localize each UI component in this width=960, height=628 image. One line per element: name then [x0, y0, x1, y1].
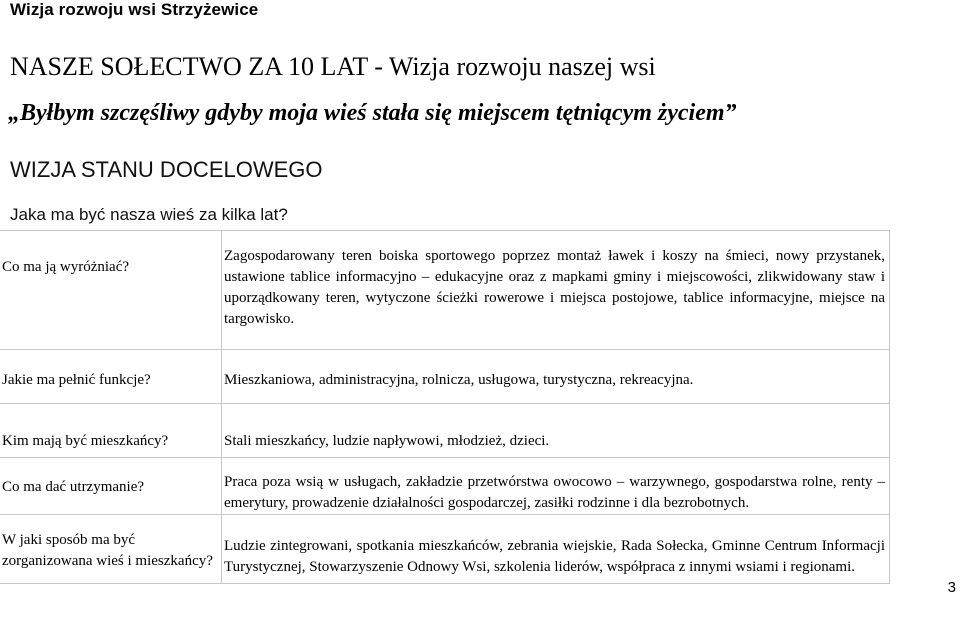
vision-table	[0, 230, 890, 584]
page-title: NASZE SOŁECTWO ZA 10 LAT - Wizja rozwoju naszej wsi	[10, 52, 656, 81]
answer-cell	[222, 458, 890, 515]
question-cell	[0, 231, 222, 350]
table-row	[0, 350, 890, 404]
table-row	[0, 231, 890, 350]
answer-text: Ludzie zintegrowani, spotkania mieszkańców, zebrania wiejskie, Rada Sołecka, Gminne Centrum Informacji Turystycznej, Stowarzyszenie Odnowy Wsi, szkolenia liderów, współpraca z innymi wsiami i regionami.	[224, 538, 885, 575]
answer-cell	[222, 515, 890, 584]
page-number: 3	[947, 579, 956, 596]
question-text: Co ma ją wyróżniać?	[2, 259, 130, 275]
answer-text: Mieszkaniowa, administracyjna, rolnicza, usługowa, turystyczna, rekreacyjna.	[224, 372, 694, 388]
question-text: W jaki sposób ma być zorganizowana wieś i mieszkańcy?	[2, 532, 213, 569]
question-text: Kim mają być mieszkańcy?	[2, 433, 169, 449]
question-text: Co ma dać utrzymanie?	[2, 479, 145, 495]
question-cell	[0, 404, 222, 458]
answer-text: Zagospodarowany teren boiska sportowego poprzez montaż ławek i koszy na śmieci, nowy przystanek, ustawione tablice informacyjno – edukacyjne oraz z mapkami gminy i miejscowości, zlikwidowany staw i uporządkowany teren, wytyczone ścieżki rowerowe i miejsca postojowe, tablice informacyjne, miejsce na targowisko.	[224, 248, 885, 327]
section-question: Jaka ma być nasza wieś za kilka lat?	[10, 205, 288, 224]
table-row	[0, 515, 890, 584]
answer-cell	[222, 404, 890, 458]
question-cell	[0, 458, 222, 515]
header-title: Wizja rozwoju wsi Strzyżewice	[10, 0, 259, 19]
question-cell	[0, 515, 222, 584]
question-text: Jakie ma pełnić funkcje?	[2, 372, 151, 388]
answer-cell	[222, 231, 890, 350]
answer-text: Praca poza wsią w usługach, zakładzie przetwórstwa owocowo – warzywnego, gospodarstwa rolne, renty – emerytury, prowadzenie działalności gospodarczej, zasiłki rodzinne i dla bezrobotnych.	[224, 474, 885, 511]
table-row	[0, 458, 890, 515]
question-cell	[0, 350, 222, 404]
answer-cell	[222, 350, 890, 404]
section-heading: WIZJA STANU DOCELOWEGO	[10, 157, 323, 182]
table-row	[0, 404, 890, 458]
answer-text: Stali mieszkańcy, ludzie napływowi, młodzież, dzieci.	[224, 433, 550, 449]
quote: „Byłbym szczęśliwy gdyby moja wieś stała się miejscem tętniącym życiem”	[8, 100, 737, 126]
